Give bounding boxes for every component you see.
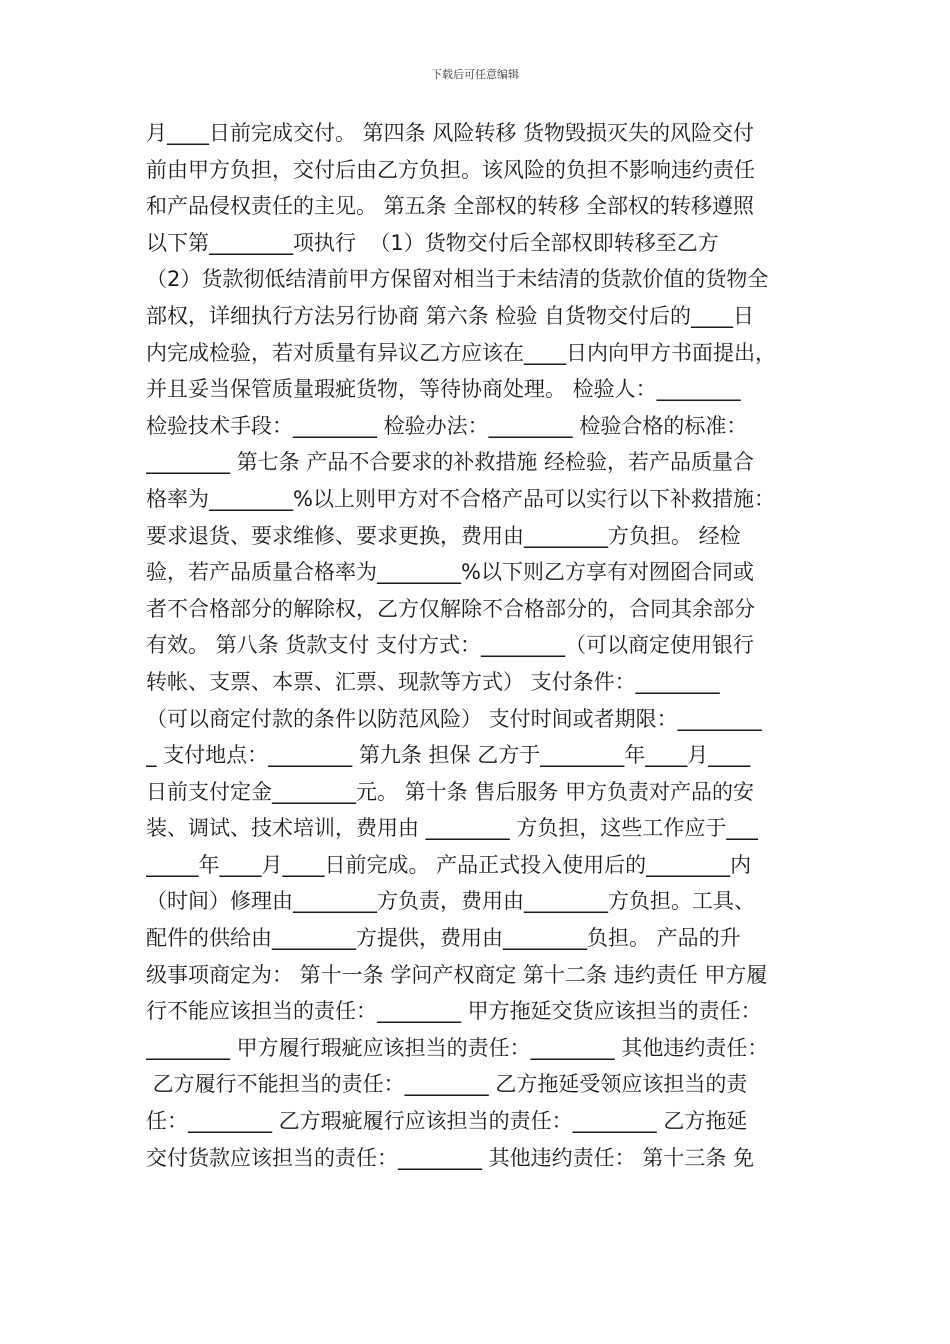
text-line: ________ 甲方履行瑕疵应该担当的责任：________ 其他违约责任： (146, 1035, 769, 1060)
text-line: 交付货款应该担当的责任：________ 其他违约责任： 第十三条 免 (146, 1145, 755, 1170)
text-line: 月____日前完成交付。 第四条 风险转移 货物毁损灭失的风险交付 (146, 121, 755, 145)
text-line: _____年____月____日前完成。 产品正式投入使用后的________内 (146, 852, 752, 877)
text-line: 行不能应该担当的责任：________ 甲方拖延交货应该担当的责任： (146, 999, 762, 1024)
text-line: 转帐、支票、本票、汇票、现款等方式） 支付条件：________ (146, 669, 720, 694)
text-line: 装、调试、技术培训，费用由 ________ 方负担，这些工作应于___ (146, 816, 758, 841)
text-line: 级事项商定为： 第十一条 学问产权商定 第十二条 违约责任 甲方履 (146, 962, 768, 987)
text-line: （2）货款彻低结清前甲方保留对相当于未结清的货款价值的货物全 (146, 267, 769, 292)
text-line: 者不合格部分的解除权，乙方仅解除不合格部分的，合同其余部分 (146, 596, 755, 621)
text-line: （时间）修理由________方负责，费用由________方负担。工具、 (146, 889, 755, 914)
text-line: （可以商定付款的条件以防范风险） 支付时间或者期限：________ (146, 706, 762, 731)
text-line: 和产品侵权责任的主见。 第五条 全部权的转移 全部权的转移遵照 (146, 194, 755, 219)
text-line: 验，若产品质量合格率为________%以下则乙方享有对囫囵合同或 (146, 560, 754, 585)
text-line: ________ 第七条 产品不合要求的补救措施 经检验，若产品质量合 (146, 450, 755, 475)
contract-body (146, 115, 816, 1176)
text-line: 以下第________项执行 （1）货物交付后全部权即转移至乙方 (146, 230, 719, 255)
text-line: 格率为________%以上则甲方对不合格产品可以实行以下补救措施： (146, 486, 775, 511)
text-line: 要求退货、要求维修、要求更换，费用由________方负担。 经检 (146, 523, 741, 548)
text-line: 并且妥当保管质量瑕疵货物，等待协商处理。 检验人：________ (146, 377, 741, 402)
text-line: 任：________ 乙方瑕疵履行应该担当的责任：________ 乙方拖延 (146, 1109, 748, 1134)
text-line: 检验技术手段：________ 检验办法：________ 检验合格的标准： (146, 413, 748, 438)
text-line: 乙方履行不能担当的责任：________ 乙方拖延受领应该担当的责 (146, 1072, 748, 1097)
text-line: 有效。 第八条 货款支付 支付方式：________（可以商定使用银行 (146, 633, 755, 658)
text-line: 前由甲方负担，交付后由乙方负担。该风险的负担不影响违约责任 (146, 157, 755, 182)
text-line: _ 支付地点：________ 第九条 担保 乙方于________年____月____ (146, 743, 751, 768)
text-line: 内完成检验，若对质量有异议乙方应该在____日内向甲方书面提出， (146, 340, 776, 365)
text-line: 日前支付定金________元。 第十条 售后服务 甲方负责对产品的安 (146, 779, 755, 804)
page-header-note: 下载后可任意编辑 (431, 68, 519, 81)
text-line: 配件的供给由________方提供，费用由________负担。 产品的升 (146, 926, 741, 951)
text-line: 部权，详细执行方法另行协商 第六条 检验 自货物交付后的____日 (146, 303, 755, 328)
